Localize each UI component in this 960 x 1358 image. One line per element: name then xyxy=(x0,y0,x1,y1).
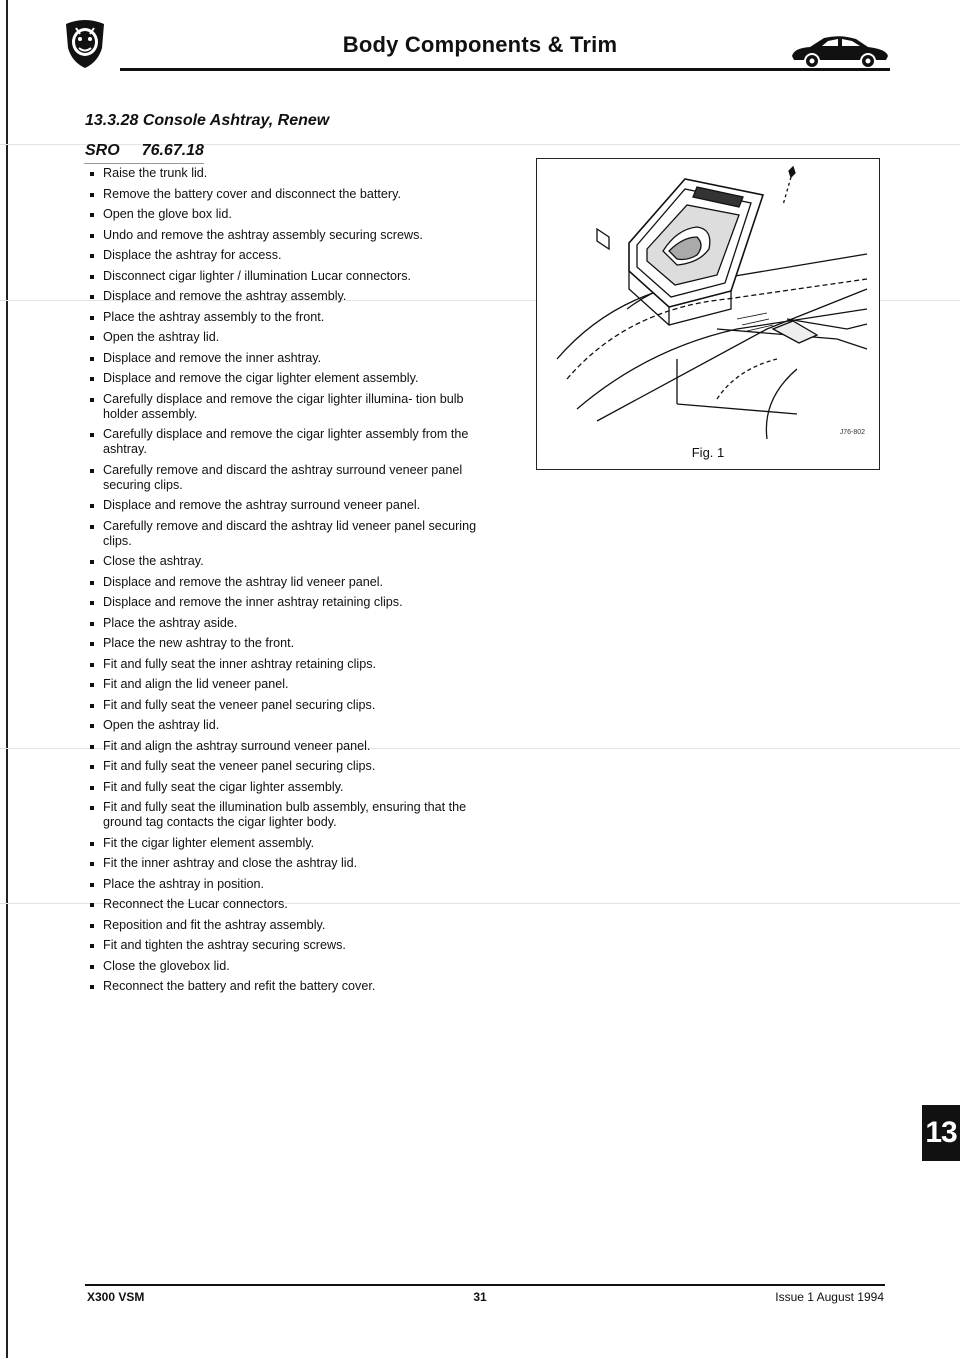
binder-edge xyxy=(6,0,8,1358)
ashtray-assembly-illustration xyxy=(537,159,879,439)
sro-line xyxy=(85,142,204,160)
footer-model: X300 VSM xyxy=(87,1290,145,1304)
procedure-step: Fit and fully seat the inner ashtray retaining clips. xyxy=(87,657,499,672)
page-title: Body Components & Trim xyxy=(342,32,618,57)
page-number: 31 xyxy=(473,1290,487,1304)
procedure-step: Fit the inner ashtray and close the ashtray lid. xyxy=(87,856,499,871)
car-silhouette-icon xyxy=(790,30,890,70)
procedure-step: Fit and align the lid veneer panel. xyxy=(87,677,499,692)
procedure-step: Carefully displace and remove the cigar lighter assembly from the ashtray. xyxy=(87,427,499,457)
procedure-step: Displace the ashtray for access. xyxy=(87,248,499,263)
procedure-step: Fit and align the ashtray surround veneer panel. xyxy=(87,739,499,754)
procedure-step: Fit and fully seat the cigar lighter assembly. xyxy=(87,780,499,795)
chapter-tab: 13 xyxy=(922,1105,960,1161)
footer-issue: Issue 1 August 1994 xyxy=(775,1290,884,1304)
procedure-step: Displace and remove the ashtray surround veneer panel. xyxy=(87,498,499,513)
sro-label: SRO xyxy=(85,142,120,159)
procedure-step: Place the ashtray aside. xyxy=(87,616,499,631)
procedure-step: Close the ashtray. xyxy=(87,554,499,569)
procedure-step: Carefully remove and discard the ashtray surround veneer panel securing clips. xyxy=(87,463,499,493)
procedure-step: Fit and fully seat the veneer panel securing clips. xyxy=(87,759,499,774)
procedure-step: Open the ashtray lid. xyxy=(87,718,499,733)
header-rule xyxy=(120,68,890,71)
procedure-step: Carefully displace and remove the cigar lighter illumina- tion bulb holder assembly. xyxy=(87,392,499,422)
procedure-step: Place the ashtray assembly to the front. xyxy=(87,310,499,325)
procedure-step: Displace and remove the inner ashtray retaining clips. xyxy=(87,595,499,610)
section-title: 13.3.28 Console Ashtray, Renew xyxy=(85,112,330,129)
procedure-step: Reconnect the battery and refit the battery cover. xyxy=(87,979,499,994)
procedure-step: Fit the cigar lighter element assembly. xyxy=(87,836,499,851)
figure-reference: J76-802 xyxy=(839,429,865,436)
procedure-step: Displace and remove the ashtray assembly. xyxy=(87,289,499,304)
procedure-steps xyxy=(87,166,499,1000)
procedure-step: Fit and fully seat the illumination bulb assembly, ensuring that the ground tag contacts the cigar lighter body. xyxy=(87,800,499,830)
procedure-step: Carefully remove and discard the ashtray lid veneer panel securing clips. xyxy=(87,519,499,549)
procedure-step: Reposition and fit the ashtray assembly. xyxy=(87,918,499,933)
sro-code: 76.67.18 xyxy=(141,142,204,159)
procedure-step: Open the glove box lid. xyxy=(87,207,499,222)
procedure-step: Displace and remove the ashtray lid veneer panel. xyxy=(87,575,499,590)
procedure-step: Place the new ashtray to the front. xyxy=(87,636,499,651)
footer-rule xyxy=(85,1284,885,1286)
procedure-step: Displace and remove the cigar lighter element assembly. xyxy=(87,371,499,386)
procedure-step: Fit and tighten the ashtray securing screws. xyxy=(87,938,499,953)
figure-1 xyxy=(536,158,880,470)
sro-rule xyxy=(84,163,204,164)
figure-caption: Fig. 1 xyxy=(691,445,725,460)
procedure-step: Raise the trunk lid. xyxy=(87,166,499,181)
procedure-step: Close the glovebox lid. xyxy=(87,959,499,974)
procedure-step: Open the ashtray lid. xyxy=(87,330,499,345)
procedure-step: Remove the battery cover and disconnect the battery. xyxy=(87,187,499,202)
procedure-step: Fit and fully seat the veneer panel securing clips. xyxy=(87,698,499,713)
procedure-step: Disconnect cigar lighter / illumination Lucar connectors. xyxy=(87,269,499,284)
procedure-step: Reconnect the Lucar connectors. xyxy=(87,897,499,912)
procedure-step: Undo and remove the ashtray assembly securing screws. xyxy=(87,228,499,243)
procedure-step: Place the ashtray in position. xyxy=(87,877,499,892)
procedure-step: Displace and remove the inner ashtray. xyxy=(87,351,499,366)
